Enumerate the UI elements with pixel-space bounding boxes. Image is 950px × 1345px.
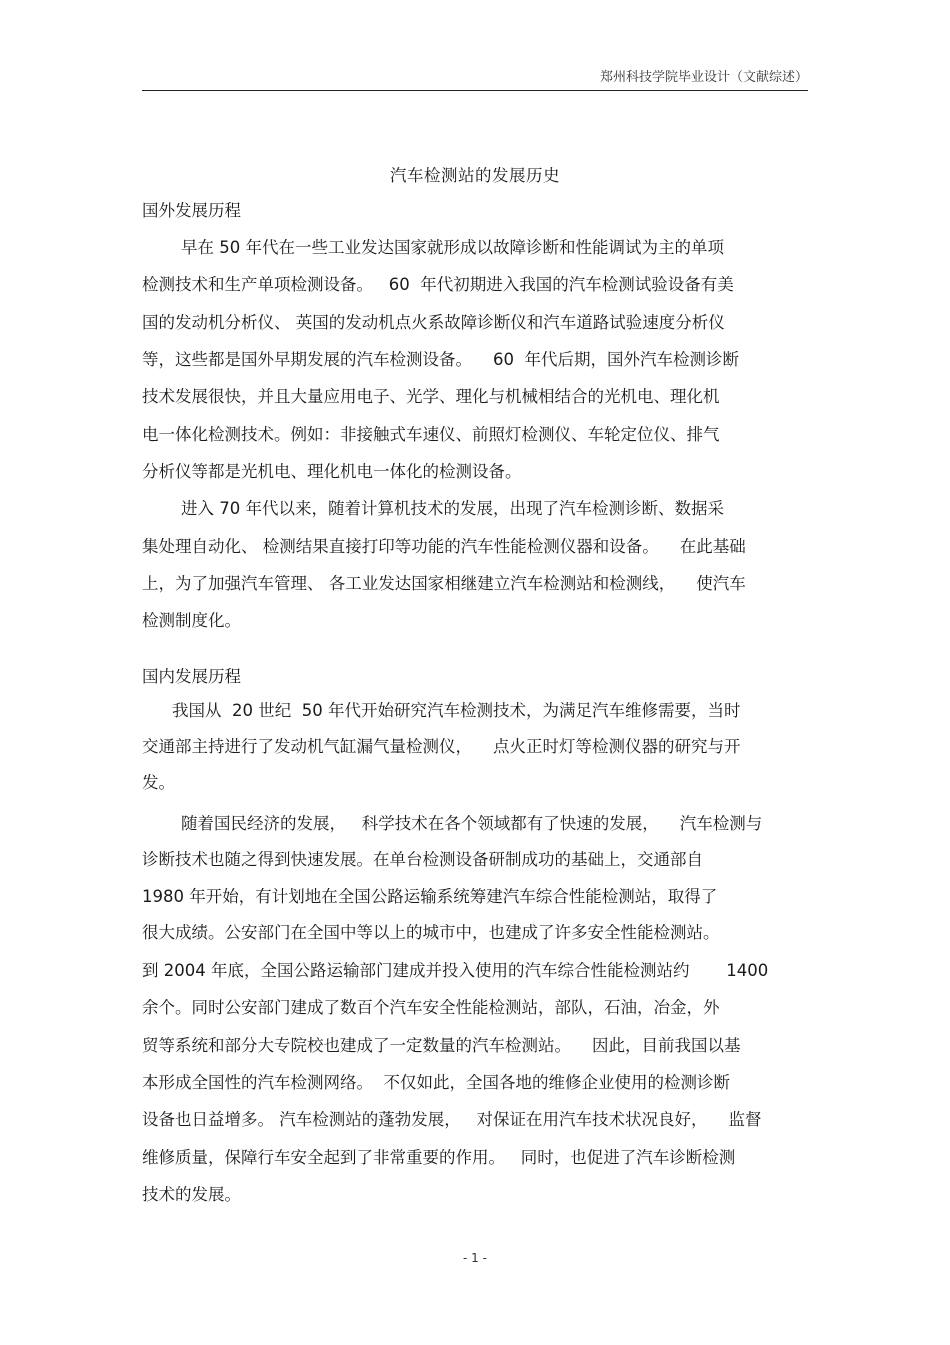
paragraph-line: 我国从 20 世纪 50 年代开始研究汽车检测技术，为满足汽车维修需要，当时 — [172, 701, 741, 720]
document-title: 汽车检测站的发展历史 — [390, 166, 560, 185]
paragraph-line: 维修质量，保障行车安全起到了非常重要的作用。 同时，也促进了汽车诊断检测 — [142, 1148, 736, 1167]
paragraph-line: 交通部主持进行了发动机气缸漏气量检测仪， 点火正时灯等检测仪器的研究与开 — [142, 737, 741, 756]
paragraph-line: 设备也日益增多。 汽车检测站的蓬勃发展， 对保证在用汽车技术状况良好， 监督 — [142, 1110, 762, 1129]
paragraph-line: 早在 50 年代在一些工业发达国家就形成以故障诊断和性能调试为主的单项 — [181, 238, 724, 257]
paragraph-line: 1980 年开始，有计划地在全国公路运输系统筹建汽车综合性能检测站，取得了 — [142, 887, 718, 906]
section-heading-foreign: 国外发展历程 — [142, 201, 241, 220]
paragraph-line: 国的发动机分析仪、 英国的发动机点火系故障诊断仪和汽车道路试验速度分析仪 — [142, 313, 725, 332]
paragraph-line: 随着国民经济的发展， 科学技术在各个领域都有了快速的发展， 汽车检测与 — [181, 814, 763, 833]
paragraph-line: 检测制度化。 — [142, 611, 241, 630]
section-heading-domestic: 国内发展历程 — [142, 667, 241, 686]
paragraph-line: 诊断技术也随之得到快速发展。在单台检测设备研制成功的基础上，交通部自 — [142, 850, 703, 869]
paragraph-line: 发。 — [142, 773, 175, 792]
paragraph-line: 检测技术和生产单项检测设备。 60 年代初期进入我国的汽车检测试验设备有美 — [142, 275, 734, 294]
page-number: - 1 - — [463, 1251, 487, 1265]
paragraph-line: 到 2004 年底，全国公路运输部门建成并投入使用的汽车综合性能检测站约 1400 — [142, 961, 769, 980]
paragraph-line: 电一体化检测技术。例如：非接触式车速仪、前照灯检测仪、车轮定位仪、排气 — [142, 425, 720, 444]
page-header: 郑州科技学院毕业设计（文献综述） — [599, 70, 808, 85]
paragraph-line: 进入 70 年代以来，随着计算机技术的发展，出现了汽车检测诊断、数据采 — [181, 499, 724, 518]
paragraph-line: 集处理自动化、 检测结果直接打印等功能的汽车性能检测仪器和设备。 在此基础 — [142, 537, 746, 556]
paragraph-line: 本形成全国性的汽车检测网络。 不仅如此，全国各地的维修企业使用的检测诊断 — [142, 1073, 730, 1092]
paragraph-line: 分析仪等都是光机电、理化机电一体化的检测设备。 — [142, 462, 522, 481]
paragraph-line: 贸等系统和部分大专院校也建成了一定数量的汽车检测站。 因此，目前我国以基 — [142, 1036, 741, 1055]
paragraph-line: 技术的发展。 — [142, 1185, 241, 1204]
paragraph-line: 等，这些都是国外早期发展的汽车检测设备。 60 年代后期，国外汽车检测诊断 — [142, 350, 739, 369]
paragraph-line: 技术发展很快，并且大量应用电子、光学、理化与机械相结合的光机电、理化机 — [142, 387, 720, 406]
header-rule — [142, 90, 808, 91]
paragraph-line: 上，为了加强汽车管理、 各工业发达国家相继建立汽车检测站和检测线， 使汽车 — [142, 574, 746, 593]
paragraph-line: 很大成绩。公安部门在全国中等以上的城市中，也建成了许多安全性能检测站。 — [142, 923, 720, 942]
paragraph-line: 余个。同时公安部门建成了数百个汽车安全性能检测站，部队，石油，冶金，外 — [142, 998, 720, 1017]
